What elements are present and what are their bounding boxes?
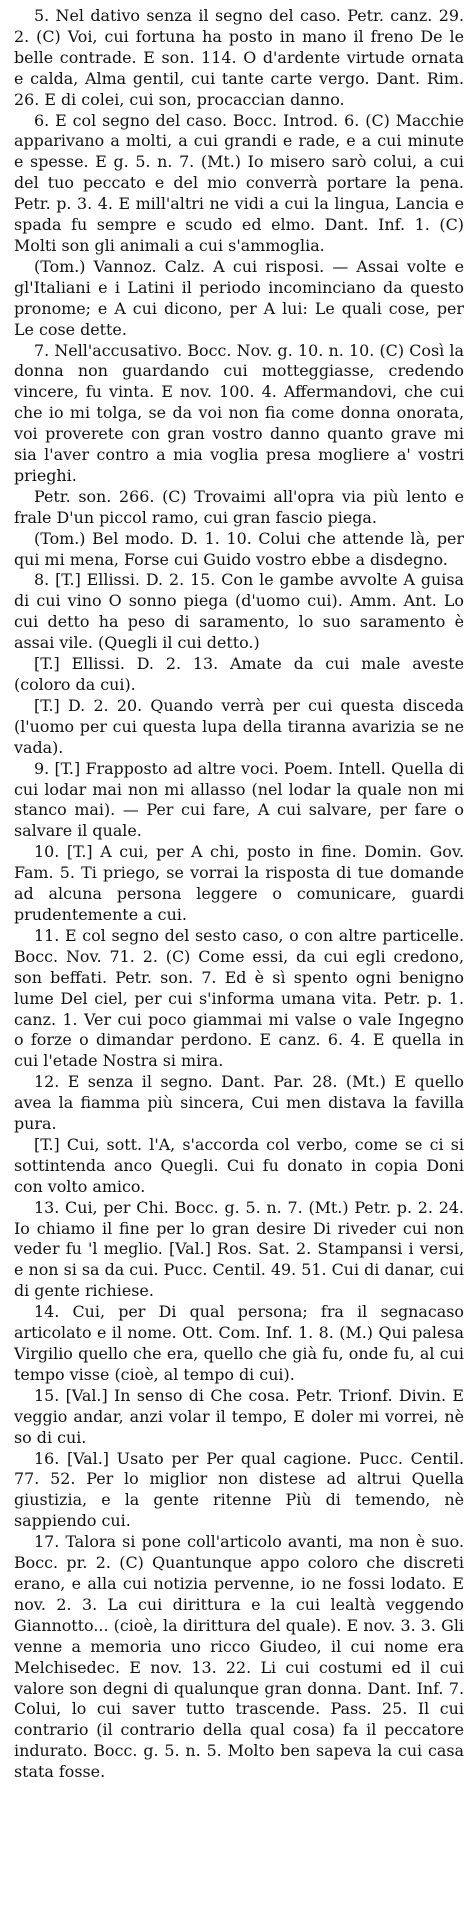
entry-paragraph-6-tom: (Tom.) Vannoz. Calz. A cui risposi. — Assai volte e gl'Italiani e i Latini il periodo incominciano da questo pronome; e A cui dicono, per A lui: Le quali cose, per Le cose dette. <box>14 256 464 339</box>
entry-paragraph-8: 8. [T.] Ellissi. D. 2. 15. Con le gambe avvolte A guisa di cui vino O sonno piega (d'uomo cui). Amm. Ant. Lo cui detto ha peso di saramento, lo suo saramento è assai vile. (Quegli il cui detto.) <box>14 570 464 653</box>
entry-paragraph-10: 10. [T.] A cui, per A chi, posto in fine. Domin. Gov. Fam. 5. Ti priego, se vorrai la risposta di tue domande ad alcuna persona leggere o comunicare, guardi prudentemente a cui. <box>14 842 464 924</box>
entry-paragraph-17: 17. Talora si pone coll'articolo avanti, ma non è suo. Bocc. pr. 2. (C) Quantunque appo coloro che discreti erano, e alla cui notizia pervenne, io ne fossi lodato. E nov. 2. 3. La cui dirittura e la cui lealtà veggendo Giannotto... (cioè, la dirittura del quale). E nov. 3. 3. Gli venne a memoria uno ricco Giudeo, il cui nome era Melchisedec. E nov. 13. 22. Li cui costumi ed il cui valore son degni di qualunque gran donna. Dant. Inf. 7. Colui, lo cui saver tutto trascende. Pass. 25. Il cui contrario (il contrario della qual cosa) fa il peccatore indurato. Bocc. g. 5. n. 5. Molto ben sapeva la cui casa stata fosse. <box>14 1532 464 1782</box>
entry-paragraph-7: 7. Nell'accusativo. Bocc. Nov. g. 10. n. 10. (C) Così la donna non guardando cui motteggiasse, credendo vincere, fu vinta. E nov. 100. 4. Affermandovi, che cui che io mi tolga, se da voi non fia come donna onorata, voi proverete con gran vostro danno quanto grave mi sia l'aver contro a mia voglia presa mogliere a' vostri prieghi. <box>14 340 464 485</box>
entry-paragraph-8-ellissi: [T.] Ellissi. D. 2. 13. Amate da cui male aveste (coloro da cui). <box>14 654 464 694</box>
entry-paragraph-16: 16. [Val.] Usato per Per qual cagione. Pucc. Centil. 77. 52. Per lo miglior non distese ad altrui Quella giustizia, e la gente ritenne Più di temendo, nè sappiendo cui. <box>14 1448 464 1531</box>
entry-paragraph-11: 11. E col segno del sesto caso, o con altre particelle. Bocc. Nov. 71. 2. (C) Come essi, da cui egli credono, son beffati. Petr. son. 7. Ed è sì spento ogni benigno lume Del ciel, per cui s'informa umana vita. Petr. p. 1. canz. 1. Ver cui poco giammai mi valse o vale Ingegno o forze o dimandar perdono. E canz. 6. 4. E quella in cui l'etade Nostra si mira. <box>14 925 464 1071</box>
entry-paragraph-8-d: [T.] D. 2. 20. Quando verrà per cui questa disceda (l'uomo per cui questa lupa della tiranna avarizia se ne vada). <box>14 695 464 757</box>
entry-paragraph-12-t: [T.] Cui, sott. l'A, s'accorda col verbo, come se ci si sottintenda anco Quegli. Cui fu donato in copia Doni con volto amico. <box>14 1134 464 1196</box>
entry-paragraph-5: 5. Nel dativo senza il segno del caso. Petr. canz. 29. 2. (C) Voi, cui fortuna ha posto in mano il freno De le belle contrade. E son. 114. O d'ardente virtude ornata e calda, Alma gentil, cui tante carte vergo. Dant. Rim. 26. E di colei, cui son, procaccian danno. <box>14 6 464 109</box>
entry-paragraph-15: 15. [Val.] In senso di Che cosa. Petr. Trionf. Divin. E veggio andar, anzi volar il tempo, E doler mi vorrei, nè so di cui. <box>14 1385 464 1447</box>
entry-paragraph-7-petr: Petr. son. 266. (C) Trovaimi all'opra via più lento e frale D'un piccol ramo, cui gran fascio piega. <box>14 486 464 527</box>
entry-paragraph-13: 13. Cui, per Chi. Bocc. g. 5. n. 7. (Mt.) Petr. p. 2. 24. Io chiamo il fine per lo gran desire Di riveder cui non veder fu 'l meglio. [Val.] Ros. Sat. 2. Stampansi i versi, e non si sa da cui. Pucc. Centil. 49. 51. Cui di danar, cui di gente richiese. <box>14 1197 464 1301</box>
entry-paragraph-6: 6. E col segno del caso. Bocc. Introd. 6. (C) Macchie apparivano a molti, a cui grandi e rade, e a cui minute e spesse. E g. 5. n. 7. (Mt.) Io misero sarò colui, a cui del tuo peccato e del mio converrà portare la pena. Petr. p. 3. 4. E mill'altri ne vidi a cui la lingua, Lancia e spada fu sempre e scudo ed elmo. Dant. Inf. 1. (C) Molti son gli animali a cui s'ammoglia. <box>14 110 464 255</box>
entry-paragraph-12: 12. E senza il segno. Dant. Par. 28. (Mt.) E quello avea la fiamma più sincera, Cui men distava la favilla pura. <box>14 1072 464 1134</box>
entry-paragraph-9: 9. [T.] Frapposto ad altre voci. Poem. Intell. Quella di cui lodar mai non mi allasso (nel lodar la quale non mi stanco mai). — Per cui fare, A cui salvare, per fare o salvare il quale. <box>14 758 464 841</box>
entry-paragraph-7-tom: (Tom.) Bel modo. D. 1. 10. Colui che attende là, per qui mi mena, Forse cui Guido vostro ebbe a disdegno. <box>14 528 464 569</box>
entry-paragraph-14: 14. Cui, per Di qual persona; fra il segnacaso articolato e il nome. Ott. Com. Inf. 1. 8. (M.) Qui palesa Virgilio quello che era, quello che già fu, onde fu, al cui tempo visse (cioè, al tempo di cui). <box>14 1302 464 1384</box>
